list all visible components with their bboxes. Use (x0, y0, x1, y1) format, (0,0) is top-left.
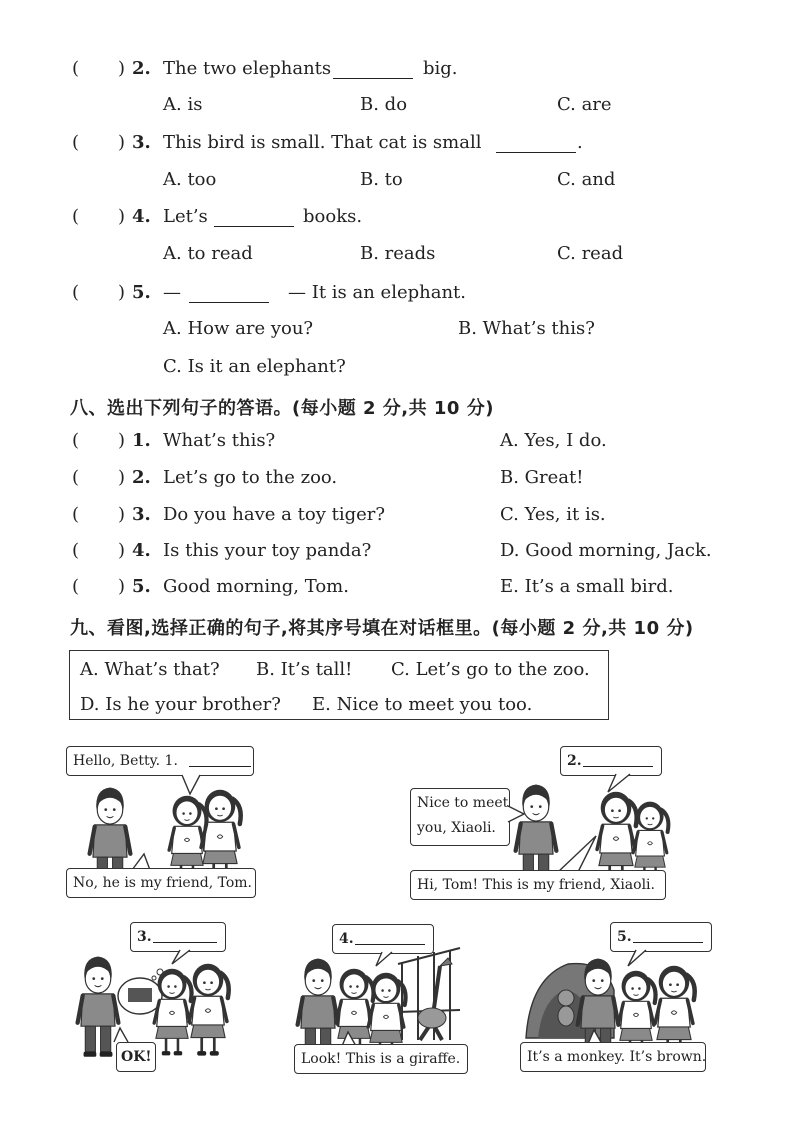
answer-blank (189, 286, 269, 303)
scene-2 (408, 744, 678, 904)
question-number: 2. (132, 58, 151, 79)
answer-paren-open: ( (72, 132, 80, 153)
question-number: 4. (132, 540, 151, 561)
question-number: 2. (132, 467, 151, 488)
answer-option: D. Good morning, Jack. (500, 540, 712, 561)
section9-header: 九、看图,选择正确的句子,将其序号填在对话框里。(每小题 2 分,共 10 分) (70, 618, 694, 639)
question-text: Let’s (163, 206, 208, 227)
option-a: A. How are you? (163, 318, 314, 339)
answer-paren: ) (118, 576, 126, 597)
scene-5 (518, 920, 718, 1080)
answer-paren-open: ( (72, 282, 80, 303)
choice-b: B. It’s tall! (256, 659, 353, 680)
speech-bubble-bottom (66, 868, 256, 898)
question-text-post: big. (423, 58, 458, 79)
answer-paren-close: ) (118, 58, 126, 79)
speech-bubble-bottom (294, 1044, 468, 1074)
option-b: B. What’s this? (458, 318, 595, 339)
bubble-text: 3. (137, 929, 152, 945)
answer-paren: ( (72, 430, 80, 451)
scene-1 (62, 742, 272, 902)
bubble-text: 5. (617, 929, 632, 945)
option-b: B. to (360, 169, 403, 190)
question-text: The two elephants (163, 58, 332, 79)
question-text-post: books. (303, 206, 363, 227)
answer-option: A. Yes, I do. (500, 430, 607, 451)
answer-paren-open: ( (72, 206, 80, 227)
answer-paren: ) (118, 504, 126, 525)
option-a: A. too (163, 169, 217, 190)
answer-paren: ( (72, 504, 80, 525)
scene-3-illustration (76, 920, 236, 1080)
option-c: C. Is it an elephant? (163, 356, 346, 377)
option-c: C. and (557, 169, 616, 190)
question-text: — (163, 282, 181, 303)
bubble-text: Look! This is a giraffe. (301, 1051, 461, 1067)
answer-paren: ( (72, 576, 80, 597)
option-b: B. reads (360, 243, 436, 264)
answer-paren: ( (72, 467, 80, 488)
question-text: Good morning, Tom. (163, 576, 349, 597)
question-number: 1. (132, 430, 151, 451)
answer-paren-close: ) (118, 132, 126, 153)
bubble-text: you, Xiaoli. (417, 820, 496, 836)
speech-bubble-bottom (116, 1042, 156, 1072)
question-number: 3. (132, 132, 151, 153)
answer-paren-close: ) (118, 206, 126, 227)
question-text: Let’s go to the zoo. (163, 467, 338, 488)
question-number: 4. (132, 206, 151, 227)
answer-paren: ) (118, 540, 126, 561)
choice-d: D. Is he your brother? (80, 694, 281, 715)
choices-box (69, 650, 609, 720)
option-b: B. do (360, 94, 408, 115)
bubble-text: No, he is my friend, Tom. (73, 875, 252, 891)
answer-blank (333, 62, 413, 79)
answer-blank (214, 210, 294, 227)
bubble-text: OK! (121, 1049, 152, 1065)
speech-bubble-bottom (520, 1042, 706, 1072)
option-a: A. is (163, 94, 203, 115)
question-text: What’s this? (163, 430, 276, 451)
question-text-post: . (577, 132, 583, 153)
scene-4 (292, 922, 472, 1082)
answer-paren-close: ) (118, 282, 126, 303)
question-text: Do you have a toy tiger? (163, 504, 386, 525)
answer-option: C. Yes, it is. (500, 504, 606, 525)
answer-blank (496, 136, 576, 153)
choice-a: A. What’s that? (80, 659, 220, 680)
bubble-text: Nice to meet (417, 795, 509, 811)
question-number: 5. (132, 576, 151, 597)
question-text-post: — It is an elephant. (288, 282, 467, 303)
question-text: This bird is small. That cat is small (163, 132, 482, 153)
question-text: Is this your toy panda? (163, 540, 372, 561)
bubble-text: Hello, Betty. 1. (73, 753, 178, 769)
option-a: A. to read (163, 243, 253, 264)
bubble-text: 2. (567, 753, 582, 769)
question-number: 3. (132, 504, 151, 525)
answer-paren-open: ( (72, 58, 80, 79)
speech-bubble-bottom (410, 870, 666, 900)
answer-paren: ) (118, 430, 126, 451)
answer-option: E. It’s a small bird. (500, 576, 674, 597)
scene-3 (76, 920, 236, 1080)
bubble-text: 4. (339, 931, 354, 947)
answer-option: B. Great! (500, 467, 584, 488)
answer-paren: ( (72, 540, 80, 561)
section8-header: 八、选出下列句子的答语。(每小题 2 分,共 10 分) (70, 398, 494, 419)
choice-c: C. Let’s go to the zoo. (391, 659, 590, 680)
answer-paren: ) (118, 467, 126, 488)
bubble-text: It’s a monkey. It’s brown. (527, 1049, 707, 1065)
option-c: C. read (557, 243, 624, 264)
option-c: C. are (557, 94, 612, 115)
bubble-text: Hi, Tom! This is my friend, Xiaoli. (417, 877, 655, 893)
question-number: 5. (132, 282, 151, 303)
choice-e: E. Nice to meet you too. (312, 694, 533, 715)
